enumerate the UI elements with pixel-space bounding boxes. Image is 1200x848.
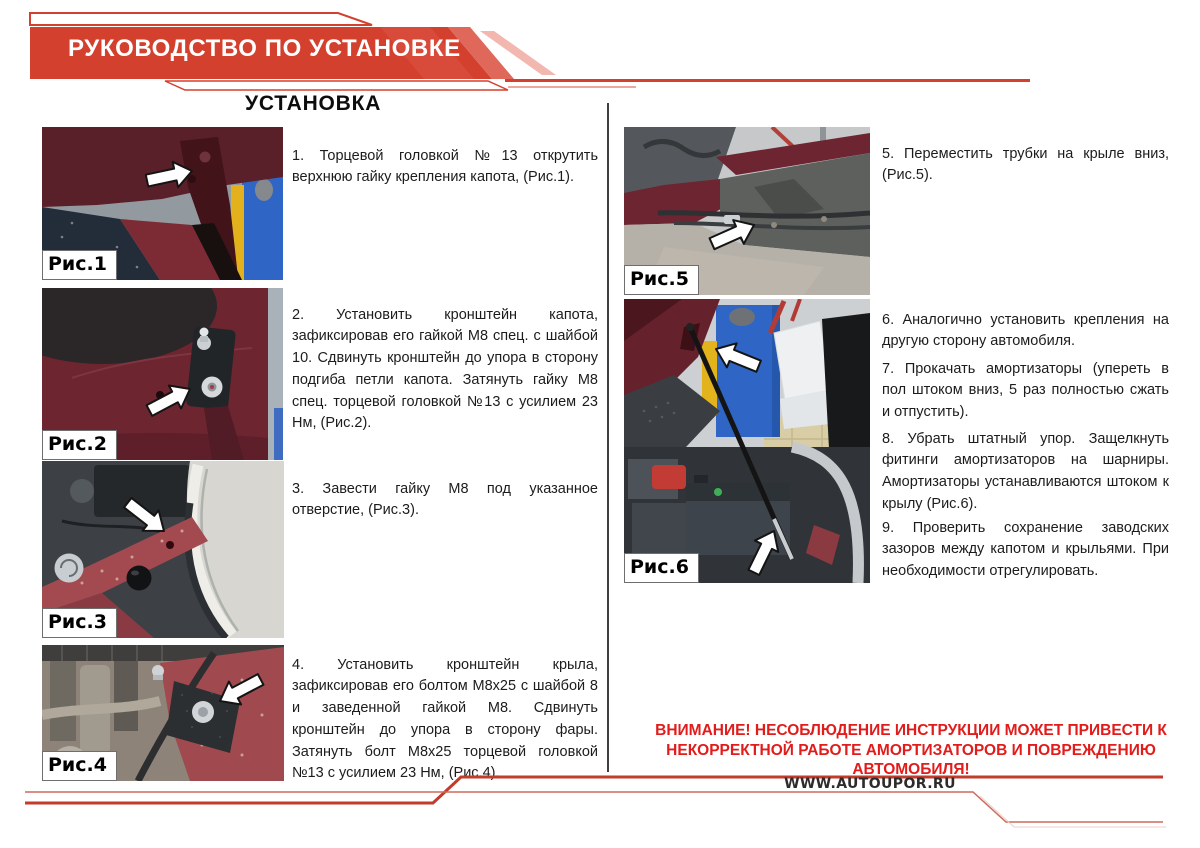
instruction-step-5: 5. Переместить трубки на крыле вниз, (Рис.5). — [882, 145, 1169, 184]
header-banner — [0, 0, 1200, 95]
instruction-step-6: 6. Аналогично установить крепления на другую сторону автомобиля. — [882, 311, 1169, 350]
figure-4-label: Рис.4 — [42, 751, 117, 781]
column-divider — [607, 103, 609, 772]
figure-6 — [624, 299, 870, 583]
figure-3 — [42, 461, 284, 638]
warning-text: ВНИМАНИЕ! НЕСОБЛЮДЕНИЕ ИНСТРУКЦИИ МОЖЕТ ПРИВЕСТИ К НЕКОРРЕКТНОЙ РАБОТЕ АМОРТИЗАТОРОВ И ПОВРЕЖДЕНИЮ АВТОМОБИЛЯ! — [655, 722, 1167, 778]
instruction-step-2: 2. Установить кронштейн капота, зафиксировав его гайкой М8 спец. с шайбой 10. Сдвинуть кронштейн до упора в сторону подгиба петли капота. Затянуть гайку М8 спец. торцевой головкой №13 с усилием 23 Нм, (Рис.2). — [292, 306, 598, 432]
instruction-step-1: 1. Торцевой головкой №13 открутить верхнюю гайку крепления капота, (Рис.1). — [292, 147, 598, 186]
figure-1 — [42, 127, 283, 280]
instruction-step-4: 4. Установить кронштейн крыла, зафиксировав его болтом М8х25 с шайбой 8 и заведенной гайкой М8. Сдвинуть кронштейн до упора в сторону фары. Затянуть болт М8х25 торцевой головкой №13 с усилием 23 Нм, (Рис.4). — [292, 656, 598, 782]
figure-5-label: Рис.5 — [624, 265, 699, 295]
figure-1-label: Рис.1 — [42, 250, 117, 280]
instruction-step-3: 3. Завести гайку М8 под указанное отверстие, (Рис.3). — [292, 480, 598, 519]
manual-title: РУКОВОДСТВО ПО УСТАНОВКЕ — [68, 35, 461, 62]
figure-4 — [42, 645, 284, 781]
figure-6-label: Рис.6 — [624, 553, 699, 583]
section-title: УСТАНОВКА — [245, 92, 382, 115]
instruction-step-8: 8. Убрать штатный упор. Защелкнуть фитинги амортизаторов на шарниры. Амортизаторы устанавливаются штоком к крылу (Рис.6). — [882, 430, 1169, 512]
instruction-step-9: 9. Проверить сохранение заводских зазоров между капотом и крыльями. При необходимости отрегулировать. — [882, 519, 1169, 580]
footer-decoration — [0, 770, 1200, 840]
figure-6-photo — [624, 299, 870, 583]
figure-2-label: Рис.2 — [42, 430, 117, 460]
figure-2 — [42, 288, 283, 460]
footer-lines — [0, 770, 1200, 840]
figure-3-label: Рис.3 — [42, 608, 117, 638]
figure-5 — [624, 127, 870, 295]
website-url: WWW.AUTOUPOR.RU — [784, 776, 956, 792]
instruction-step-7: 7. Прокачать амортизаторы (упереть в пол штоком вниз, 5 раз полностью сжать и отпустить). — [882, 360, 1169, 421]
